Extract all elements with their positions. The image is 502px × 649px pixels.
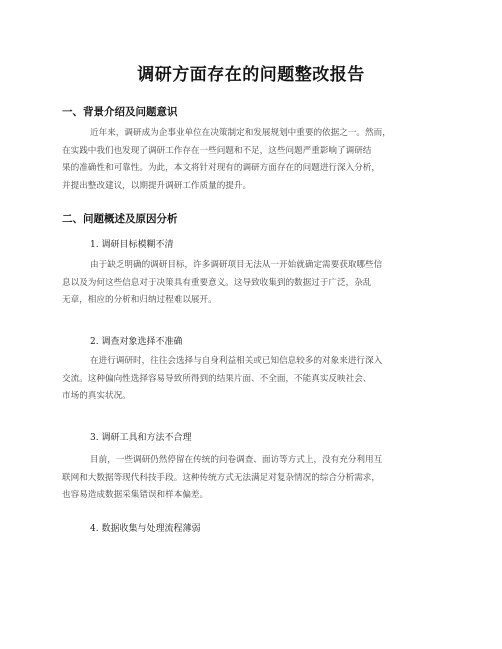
paragraph-line: 息以及为何这些信息对于决策具有重要意义。这导致收集到的数据过于广泛，杂乱 <box>62 277 372 288</box>
document-title: 调研方面存在的问题整改报告 <box>137 65 365 85</box>
item-4-title: 4. 数据收集与处理流程薄弱 <box>90 524 201 534</box>
paragraph-line: 近年来，调研成为企事业单位在决策制定和发展规划中重要的依据之一。然而， <box>90 128 391 138</box>
item-1-title: 1. 调研目标模糊不清 <box>90 240 174 250</box>
paragraph-line: 无章，相应的分析和归纳过程难以展开。 <box>62 295 217 305</box>
paragraph-line: 交流。这种偏向性选择容易导致所得到的结果片面、不全面，不能真实反映社会、 <box>62 373 372 384</box>
item-2-title: 2. 调查对象选择不准确 <box>90 337 183 347</box>
paragraph-line: 目前，一些调研仍然停留在传统的问卷调查、面访等方式上，没有充分利用互 <box>90 455 383 465</box>
paragraph-line: 并提出整改建议，以期提升调研工作质量的提升。 <box>62 180 252 191</box>
paragraph-line: 联网和大数据等现代科技手段。这种传统方式无法满足对复杂情况的综合分析需求， <box>62 472 380 483</box>
section-1-heading: 一、背景介绍及问题意识 <box>62 106 178 118</box>
paragraph-line: 在实践中我们也发现了调研工作存在一些问题和不足，这些问题严重影响了调研结 <box>62 145 372 156</box>
paragraph-line: 也容易造成数据采集错误和样本偏差。 <box>62 490 209 500</box>
item-3-title: 3. 调研工具和方法不合理 <box>90 433 192 443</box>
section-2-heading: 二、问题概述及原因分析 <box>62 213 178 225</box>
item-3-paragraph <box>62 452 442 505</box>
section-1-paragraph <box>62 125 442 195</box>
paragraph-line: 在进行调研时，往往会选择与自身利益相关或已知信息较多的对象来进行深入 <box>90 356 383 366</box>
paragraph-line: 果的准确性和可靠性。为此，本文将针对现有的调研方面存在的问题进行深入分析， <box>62 163 380 173</box>
item-1-paragraph <box>62 257 442 310</box>
item-2-paragraph <box>62 353 442 406</box>
paragraph-line: 由于缺乏明确的调研目标，许多调研项目无法从一开始就确定需要获取哪些信 <box>90 260 383 270</box>
paragraph-line: 市场的真实状况。 <box>62 391 131 401</box>
